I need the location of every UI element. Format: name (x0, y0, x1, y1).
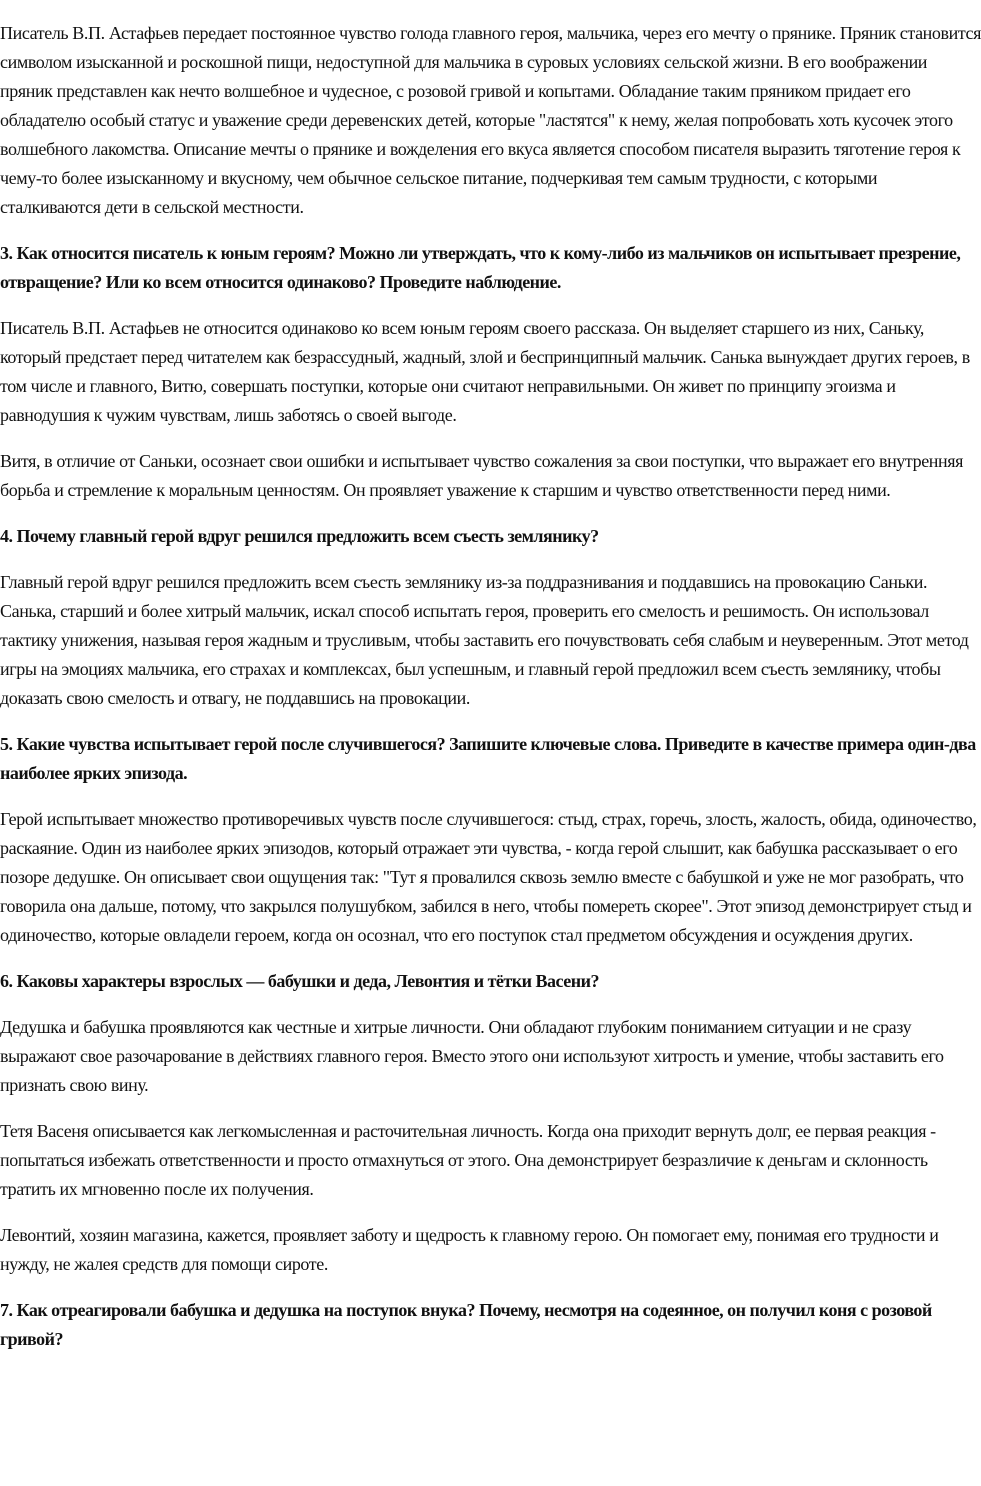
text-line: 3. Как относится писатель к юным героям? Можно ли утверждать, что к кому-либо из мальчиков он (0, 243, 775, 263)
text-line: них, Саньку, который предстает перед читателем как безрассудный, жадный, злой и беспринципный мальчик. (0, 318, 924, 367)
text-line: выражает его внутренняя борьба и стремление к моральным ценностям. Он проявляет уважение к старшим и (0, 451, 964, 500)
text-line: 6. Каковы характеры взрослых — бабушки и деда, Левонтия и тётки Васени? (0, 971, 599, 991)
text-line: Главный герой вдруг решился предложить всем съесть землянику из-за поддразнивания и поддавшись на (0, 572, 771, 592)
text-line: Витя, в отличие от Саньки, осознает свои ошибки и испытывает чувство сожаления за свои поступки, что (0, 451, 774, 471)
answer-paragraph (0, 314, 981, 430)
text-line: детей, которые "ластятся" к нему, желая попробовать хоть кусочек этого волшебного лакомства. Описание мечты о (0, 110, 953, 159)
text-line: слышит, как бабушка рассказывает о его позоре дедушке. Он описывает свои ощущения так: "Тут я провалился (0, 838, 958, 887)
answer-paragraph (0, 19, 981, 222)
text-line: 5. Какие чувства испытывает герой после случившегося? Запишите ключевые слова. Приведите в качестве (0, 734, 834, 754)
text-line: полушубком, забился в него, чтобы помереть скорее". Этот эпизод демонстрирует стыд и одиночество, которые (0, 896, 972, 945)
text-line: чувство ответственности перед ними. (615, 480, 891, 500)
text-line: 4. Почему главный герой вдруг решился предложить всем съесть землянику? (0, 526, 599, 546)
text-line: овладели героем, когда он осознал, что его поступок стал предметом обсуждения и осуждения других. (163, 925, 913, 945)
text-line: провокацию Саньки. Санька, старший и более хитрый мальчик, искал способ испытать героя, проверить его (0, 572, 928, 621)
text-line: обида, одиночество, раскаяние. Один из наиболее ярких эпизодов, который отражает эти чувства, - когда герой (0, 809, 977, 858)
text-line: Дедушка и бабушка проявляются как честные и хитрые личности. Они обладают глубоким пониманием ситуации (0, 1017, 835, 1037)
question-heading (0, 967, 981, 996)
text-line: примера один-два наиболее ярких эпизода. (0, 734, 976, 783)
question-heading (0, 1296, 981, 1354)
text-line: смелость и решимость. Он использовал тактику унижения, называя героя жадным и трусливым, чтобы заставить (0, 601, 929, 650)
text-line: умение, чтобы заставить его признать свою вину. (0, 1046, 944, 1095)
text-line: был успешным, и главный герой предложил всем съесть землянику, чтобы доказать свою смелость и отвагу, не (0, 659, 941, 708)
question-heading (0, 730, 981, 788)
text-line: коня с розовой гривой? (0, 1300, 932, 1349)
text-line: испытывает презрение, отвращение? Или ко всем относится одинаково? Проведите наблюдение. (0, 243, 961, 292)
text-line: изысканному и вкусному, чем обычное сельское питание, подчеркивая тем самым трудности, с которыми (106, 168, 878, 188)
text-line: Писатель В.П. Астафьев не относится одинаково ко всем юным героям своего рассказа. Он выделяет старшего из (0, 318, 830, 338)
text-line: и не сразу выражают свое разочарование в действиях главного героя. Вместо этого они используют хитрость и (0, 1017, 912, 1066)
answer-paragraph (0, 447, 981, 505)
text-line: Писатель В.П. Астафьев передает постоянное чувство голода главного героя, мальчика, через его мечту о прянике. (0, 23, 836, 43)
text-line: его почувствовать себя слабым и неуверенным. Этот метод игры на эмоциях мальчика, его страхах и комплексах, (0, 630, 969, 679)
text-line: копытами. Обладание таким пряником придает его обладателю особый статус и уважение среди деревенских (0, 81, 911, 130)
text-line: Тетя Васеня описывается как легкомысленная и расточительная личность. Когда она приходит вернуть долг, ее (0, 1121, 811, 1141)
text-line: прянике и вожделения его вкуса является способом писателя выразить тяготение героя к чему-то более (0, 139, 961, 188)
text-line: сельской жизни. В его воображении пряник представлен как нечто волшебное и чудесное, с розовой гривой и (0, 52, 928, 101)
text-line: сталкиваются дети в сельской местности. (0, 197, 304, 217)
text-line: безразличие к деньгам и склонность тратить их мгновенно после их получения. (0, 1150, 928, 1199)
text-line: Санька вынуждает других героев, в том числе и главного, Витю, совершать поступки, которые они считают (0, 347, 970, 396)
answer-paragraph (0, 805, 981, 950)
text-line: Герой испытывает множество противоречивых чувств после случившегося: стыд, страх, горечь, злость, жалость, (0, 809, 826, 829)
text-line: неправильными. Он живет по принципу эгоизма и равнодушия к чужим чувствам, лишь заботясь о своей выгоде. (0, 376, 896, 425)
text-line: Левонтий, хозяин магазина, кажется, проявляет заботу и щедрость к главному герою. Он помогает ему, понимая (0, 1225, 820, 1245)
text-line: Пряник становится символом изысканной и роскошной пищи, недоступной для мальчика в суровых условиях (0, 23, 981, 72)
answer-paragraph (0, 1013, 981, 1100)
question-heading (0, 522, 981, 551)
answer-paragraph (0, 1117, 981, 1204)
answer-paragraph (0, 1221, 981, 1279)
text-line: 7. Как отреагировали бабушка и дедушка на поступок внука? Почему, несмотря на содеянное, он получил (0, 1300, 815, 1320)
text-line: поддавшись на провокации. (265, 688, 470, 708)
text-line: его трудности и нужду, не жалея средств для помощи сироте. (0, 1225, 939, 1274)
text-line: первая реакция - попытаться избежать ответственности и просто отмахнуться от этого. Она демонстрирует (0, 1121, 936, 1170)
answer-paragraph (0, 568, 981, 713)
question-heading (0, 239, 981, 297)
text-line: сквозь землю вместе с бабушкой и уже не мог разобрать, что говорила она дальше, потому, что закрылся (0, 867, 964, 916)
